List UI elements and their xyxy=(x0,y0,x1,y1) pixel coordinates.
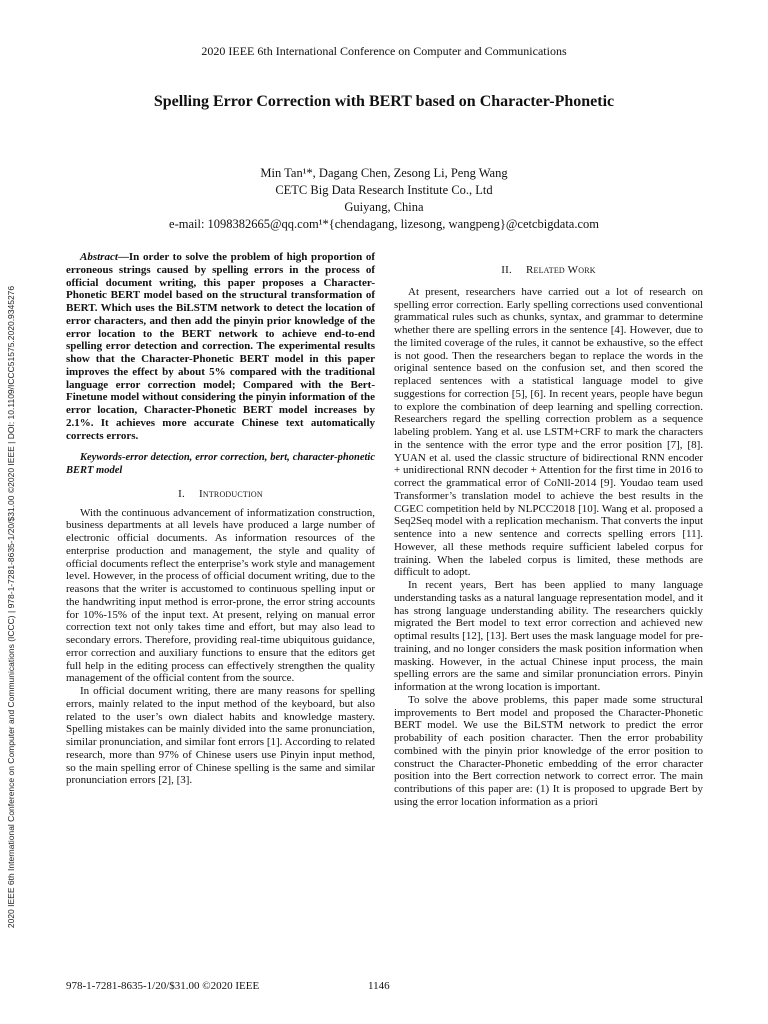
paper-title: Spelling Error Correction with BERT based on Character-Phonetic xyxy=(153,93,615,110)
author-block xyxy=(0,165,768,233)
paragraph: To solve the above problems, this paper made some structural improvements to Bert model and proposed the Character-Phonetic BERT model. We use the BiLSTM network to predict the error probability of each position character. Then the error probability combined with the pinyin prior knowledge of the error position to construct the Character-Phonetic embedding of the error character position into the Bert correction network to correct error. The main contributions of this paper are: (1) It is proposed to upgrade Bert by using the error location information as a priori xyxy=(394,693,703,808)
abstract-label: Abstract xyxy=(80,251,118,263)
abstract xyxy=(66,251,375,442)
section-number: I. xyxy=(178,487,185,500)
author-affiliation: CETC Big Data Research Institute Co., Ltd xyxy=(275,183,493,197)
footer-isbn: 978-1-7281-8635-1/20/$31.00 ©2020 IEEE xyxy=(66,980,260,992)
author-city: Guiyang, China xyxy=(344,200,424,214)
right-column xyxy=(394,264,703,809)
section-title: Related Work xyxy=(525,264,596,276)
page-number: 1146 xyxy=(368,980,390,992)
section-title: Introduction xyxy=(198,487,263,500)
abstract-dash: — xyxy=(117,251,129,263)
doi-sidebar-text: 2020 IEEE 6th International Conference on Computer and Communications (ICCC) | 978-1-7281-8635-1/20/$31.00 ©2020 IEEE | DOI: 10.1109/ICCC51575.2020.9345276 xyxy=(6,285,16,928)
section-number: II. xyxy=(501,264,512,276)
conference-name: 2020 IEEE 6th International Conference on Computer and Communications xyxy=(201,44,567,58)
keywords: Keywords-error detection, error correction, bert, character-phonetic BERT model xyxy=(66,452,375,476)
paragraph: In recent years, Bert has been applied to many language understanding tasks as a natural language representation model, and it has strong language understanding ability. The researchers quickly migrated the Bert model to text error correction and achieved new optimal results [12], [13]. Bert uses the mask language model for pre-training, and no longer considers the mask position information when masking. However, in the actual Chinese input process, the main spelling errors are the same and similar pronunciation errors. Pinyin information at the wrong location is important. xyxy=(394,579,703,693)
author-email: e-mail: 1098382665@qq.com¹*{chendagang, lizesong, wangpeng}@cetcbigdata.com xyxy=(169,217,599,231)
section-heading-introduction xyxy=(66,488,375,501)
left-column xyxy=(66,251,375,787)
paragraph: In official document writing, there are many reasons for spelling errors, mainly related to the input method of the keyboard, but also related to the user’s own dialect habits and knowledge mastery. Spelling mistakes can be mainly divided into the same pronunciation, similar pronunciation, and similar font errors [1]. According to related research, more than 97% of Chinese users use Pinyin input method, so the main spelling error of Chinese spelling is the same and similar pronunciation errors [2], [3]. xyxy=(66,685,375,787)
paragraph: With the continuous advancement of informatization construction, business departments at all levels have produced a large number of electronic official documents. As information resources of the enterprise production and management, the style and quality of official documents reflect the enterprise’s work style and management level. However, in the process of official document writing, due to the reasons that the writer is accustomed to continuous spelling input or the handwriting input method is error-prone, the error string accounts for 10%-15% of the input text. At present, relying on manual error correction text not only takes time and effort, but may also lead to secondary errors. Therefore, providing real-time ubiquitous guidance, error correction and auxiliary functions to ensure that the editors get full help in the editing process can effectively strengthen the quality management of the official content from the source. xyxy=(66,506,375,685)
abstract-text: In order to solve the problem of high proportion of erroneous strings caused by spelling errors in the process of official document writing, this paper proposes a Character-Phonetic BERT model based on the structural transformation of BERT. Which uses the BiLSTM network to detect the location of error characters, and then add the pinyin prior knowledge of the error location to the BERT network to achieve end-to-end spelling error detection and correction. The experimental results show that the Character-Phonetic BERT model in this paper improves the effect by about 5% compared with the traditional language error correction model; Compared with the Bert-Finetune model without considering the pinyin information of the error location, Character-Phonetic BERT model increases by 2.1%. It achieves more accurate Chinese text automatically corrects errors. xyxy=(66,251,375,442)
author-names: Min Tan¹*, Dagang Chen, Zesong Li, Peng Wang xyxy=(260,166,508,180)
section-heading-related-work xyxy=(394,264,703,277)
doi-sidebar xyxy=(3,238,19,975)
paragraph: At present, researchers have carried out a lot of research on spelling error correction. Early spelling corrections used conventional grammatical rules such as chunks, syntax, and grammar to determine whether there are spelling errors in the sentence [4]. However, due to the limited coverage of the rules, it cannot be exhaustive, so the effect is not good. Then the researchers began to replace the words in the original sentence based on the confusion set, and then scored the replaced sentences with a statistical language model to give suggestions for correction [5], [6]. In recent years, people have begun to explore the combination of deep learning and spelling correction. Researchers regard the spelling correction problem as a sequence labeling problem. Yang et al. use LSTM+CRF to mark the characters in the sentence with the error type and the error position [7], [8]. YUAN et al. used the classic structure of bidirectional RNN encoder + unidirectional RNN decoder + Attention for the first time in 2016 to correct the grammatical error of CoNll-2014 [9]. Youdao team used Transformer’s translation model to achieve the best results in the CGEC competition held by NLPCC2018 [10]. Wang et al. proposed a Seq2Seq model with a replication mechanism. That converts the input sentence into a new sentence and corrects spelling errors [11]. However, all these methods require sufficient labeled corpus for training. When the labeled corpus is limited, these methods are difficult to adopt. xyxy=(394,285,703,579)
